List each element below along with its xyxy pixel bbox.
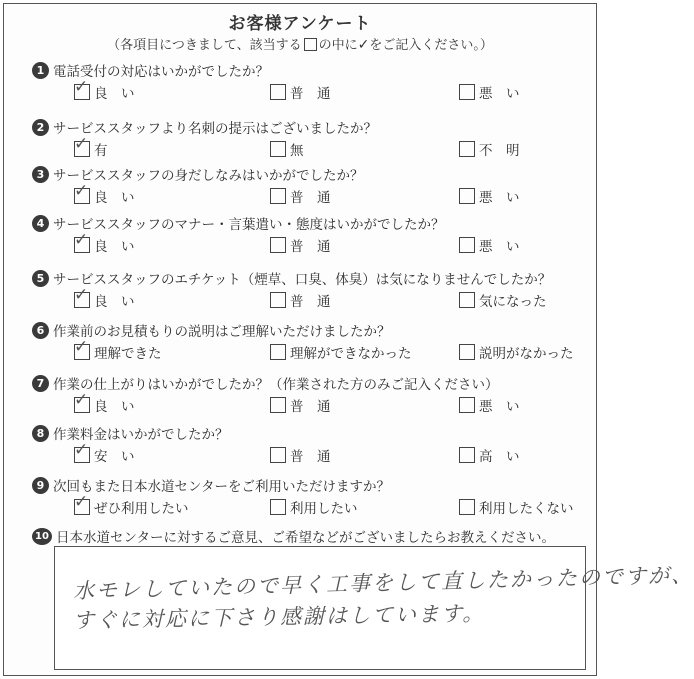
- question-number: 3: [32, 166, 49, 183]
- checkbox[interactable]: [74, 337, 90, 360]
- option-label: 普 通: [290, 449, 331, 465]
- options-row: [4, 492, 596, 517]
- check-mark-icon: ✓: [74, 492, 89, 512]
- question-number: 4: [32, 215, 49, 232]
- option[interactable]: [270, 290, 331, 310]
- option[interactable]: [459, 290, 547, 310]
- checkbox[interactable]: [270, 84, 286, 100]
- question-number: 10: [32, 528, 52, 545]
- check-mark-icon: ✓: [74, 285, 89, 305]
- question-text: 8 作業料金はいかがでしたか？: [32, 423, 229, 443]
- handwritten-line-2: すぐに対応に下さり感謝はしています。: [72, 601, 486, 633]
- option-label: 有: [94, 143, 108, 159]
- option[interactable]: [270, 445, 331, 465]
- option-label: 普 通: [290, 86, 331, 102]
- option[interactable]: [459, 342, 574, 362]
- option[interactable]: [74, 230, 135, 255]
- question-text: 1 電話受付の対応はいかがでしたか？: [32, 60, 269, 80]
- option-label: 利用したくない: [479, 501, 574, 517]
- check-mark-icon: ✓: [357, 37, 370, 53]
- checkbox[interactable]: [270, 188, 286, 204]
- option-label: 良 い: [94, 399, 135, 415]
- option[interactable]: [459, 497, 574, 517]
- option-label: 利用したい: [290, 501, 358, 517]
- check-mark-icon: ✓: [74, 181, 89, 201]
- options-row: [4, 181, 596, 206]
- option[interactable]: [74, 77, 135, 102]
- option[interactable]: [459, 395, 520, 415]
- checkbox[interactable]: [74, 77, 90, 100]
- checkbox[interactable]: [74, 440, 90, 463]
- option[interactable]: [74, 285, 135, 310]
- option-label: 悪 い: [479, 239, 520, 255]
- option[interactable]: [270, 342, 412, 362]
- options-row: [4, 390, 596, 415]
- option-label: 普 通: [290, 239, 331, 255]
- option[interactable]: [270, 395, 331, 415]
- option-label: 悪 い: [479, 190, 520, 206]
- check-mark-icon: ✓: [74, 77, 89, 97]
- checkbox[interactable]: [270, 447, 286, 463]
- checkbox[interactable]: [74, 230, 90, 253]
- question-number: 5: [32, 270, 49, 287]
- question-text: 7 作業の仕上がりはいかがでしたか？（作業された方のみご記入ください）: [32, 373, 499, 393]
- question-text: 2 サービススタッフより名刺の提示はございましたか？: [32, 117, 377, 137]
- question-number: 9: [32, 477, 49, 494]
- question-number: 1: [32, 62, 49, 79]
- option[interactable]: [459, 139, 520, 159]
- check-mark-icon: ✓: [74, 390, 89, 410]
- option[interactable]: [459, 235, 520, 255]
- option-label: 理解ができなかった: [290, 346, 412, 362]
- checkbox[interactable]: [270, 499, 286, 515]
- options-row: [4, 337, 596, 362]
- option-label: 良 い: [94, 86, 135, 102]
- option[interactable]: [74, 134, 108, 159]
- handwritten-line-1: 水モレしていたので早く工事をして直したかったのですが、: [72, 562, 694, 604]
- option[interactable]: [459, 82, 520, 102]
- question-number: 8: [32, 425, 49, 442]
- option-label: 普 通: [290, 399, 331, 415]
- checkbox[interactable]: [459, 141, 475, 157]
- checkbox[interactable]: [74, 134, 90, 157]
- sample-checkbox-icon: [304, 38, 317, 51]
- option-label: 理解できた: [94, 346, 162, 362]
- option-label: 高 い: [479, 449, 520, 465]
- option-label: ぜひ利用したい: [94, 501, 189, 517]
- question-text: 6 作業前のお見積もりの説明はご理解いただけましたか？: [32, 320, 391, 340]
- checkbox[interactable]: [74, 181, 90, 204]
- check-mark-icon: ✓: [74, 134, 89, 154]
- option[interactable]: [459, 445, 520, 465]
- checkbox[interactable]: [270, 344, 286, 360]
- options-row: [4, 285, 596, 310]
- option-label: 安 い: [94, 449, 135, 465]
- option-label: 良 い: [94, 294, 135, 310]
- options-row: [4, 77, 596, 102]
- checkbox[interactable]: [270, 292, 286, 308]
- checkbox[interactable]: [459, 344, 475, 360]
- option[interactable]: [270, 82, 331, 102]
- options-row: [4, 440, 596, 465]
- option-label: 悪 い: [479, 399, 520, 415]
- option[interactable]: [270, 235, 331, 255]
- checkbox[interactable]: [459, 499, 475, 515]
- option[interactable]: [270, 139, 304, 159]
- option[interactable]: [459, 186, 520, 206]
- survey-sheet: [3, 3, 694, 676]
- option[interactable]: [74, 337, 162, 362]
- option-label: 悪 い: [479, 86, 520, 102]
- checkbox[interactable]: [459, 188, 475, 204]
- question-number: 6: [32, 322, 49, 339]
- option-label: 無: [290, 143, 304, 159]
- option-label: 不 明: [479, 143, 520, 159]
- checkbox[interactable]: [459, 84, 475, 100]
- option-label: 良 い: [94, 239, 135, 255]
- check-mark-icon: ✓: [74, 230, 89, 250]
- checkbox[interactable]: [459, 292, 475, 308]
- question-number: 7: [32, 375, 49, 392]
- option-label: 気になった: [479, 294, 547, 310]
- checkbox[interactable]: [74, 390, 90, 413]
- checkbox[interactable]: [459, 447, 475, 463]
- check-mark-icon: ✓: [74, 337, 89, 357]
- checkbox[interactable]: [74, 492, 90, 515]
- question-10-text: 10 日本水道センターに対するご意見、ご希望などがございましたらお教えください。: [32, 526, 555, 546]
- option[interactable]: [74, 492, 189, 517]
- options-row: [4, 230, 596, 255]
- instruction: （各項目につきまして、該当する の中に✓をご記入ください。）: [107, 37, 493, 53]
- option-label: 説明がなかった: [479, 346, 574, 362]
- question-number: 2: [32, 119, 49, 136]
- survey-title: お客様アンケート: [228, 14, 372, 34]
- checkbox[interactable]: [270, 141, 286, 157]
- checkbox[interactable]: [270, 237, 286, 253]
- option[interactable]: [270, 186, 331, 206]
- option-label: 普 通: [290, 190, 331, 206]
- checkbox[interactable]: [459, 237, 475, 253]
- option-label: 普 通: [290, 294, 331, 310]
- checkbox[interactable]: [74, 285, 90, 308]
- question-text: 9 次回もまた日本水道センターをご利用いただけますか？: [32, 475, 390, 495]
- option[interactable]: [74, 181, 135, 206]
- option-label: 良 い: [94, 190, 135, 206]
- options-row: [4, 134, 596, 159]
- option[interactable]: [74, 440, 135, 465]
- option[interactable]: [74, 390, 135, 415]
- question-text: 3 サービススタッフの身だしなみはいかがでしたか？: [32, 164, 364, 184]
- checkbox[interactable]: [270, 397, 286, 413]
- option[interactable]: [270, 497, 358, 517]
- check-mark-icon: ✓: [74, 440, 89, 460]
- question-text: 5 サービススタッフのエチケット（煙草、口臭、体臭）は気になりませんでしたか？: [32, 268, 551, 288]
- comment-box[interactable]: [54, 546, 694, 670]
- question-text: 4 サービススタッフのマナー・言葉遣い・態度はいかがでしたか？: [32, 213, 445, 233]
- checkbox[interactable]: [459, 397, 475, 413]
